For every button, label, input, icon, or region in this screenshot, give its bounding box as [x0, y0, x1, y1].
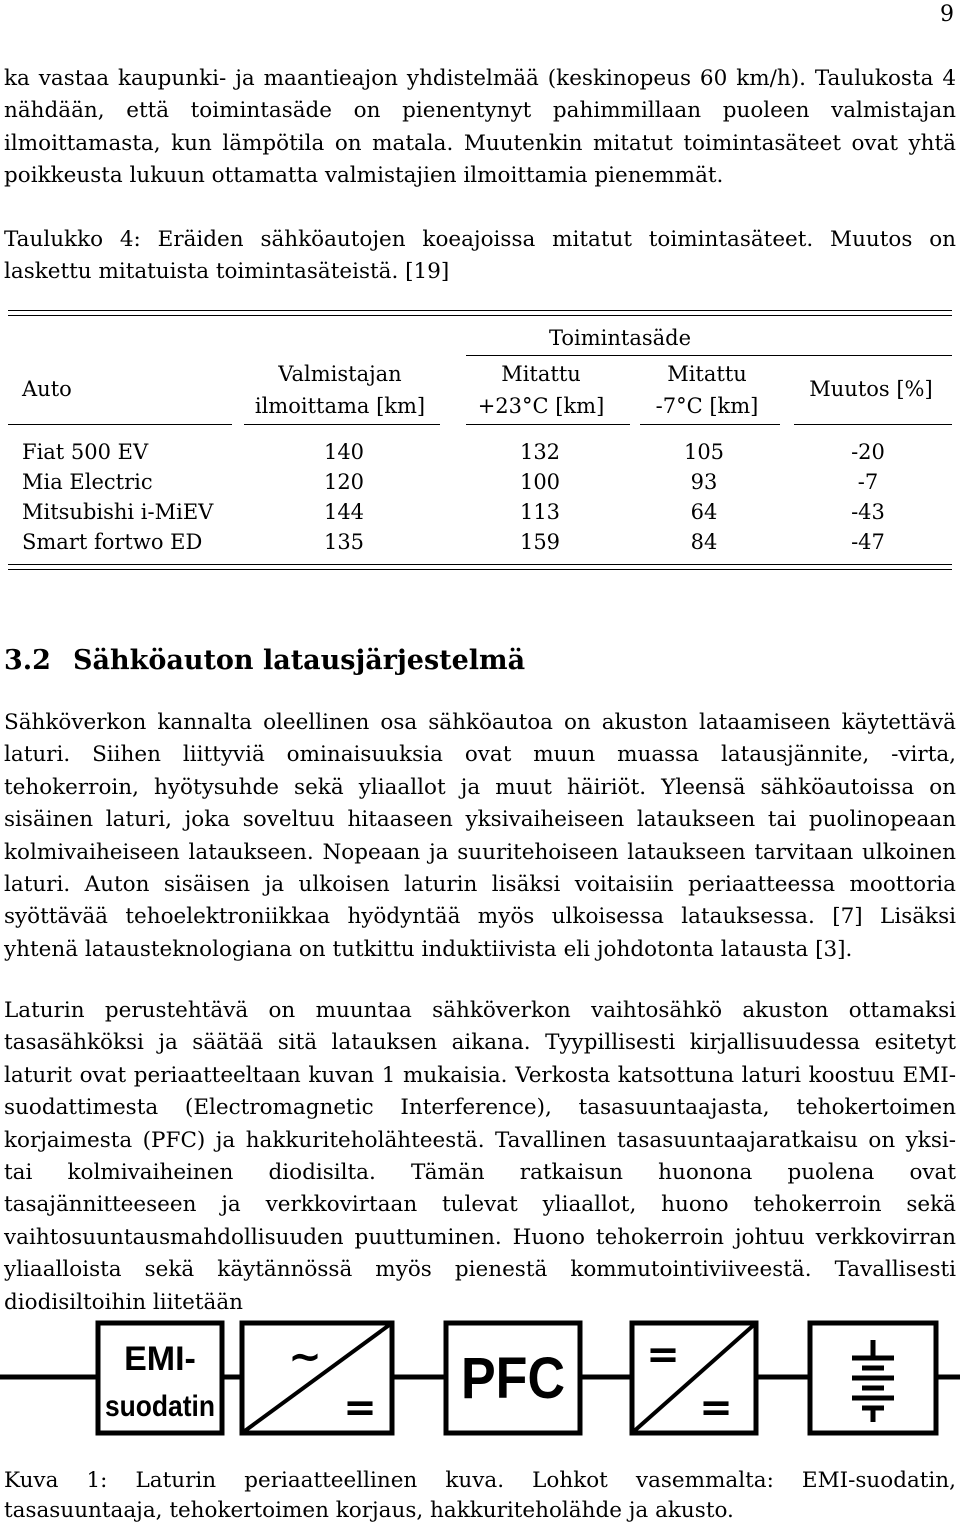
cold-range: 105	[683, 440, 725, 464]
emi-filter-block	[98, 1323, 222, 1433]
car-name: Mia Electric	[22, 470, 153, 494]
header-warm-2: +23°C [km]	[477, 394, 605, 418]
header-manufacturer-1: Valmistajan	[278, 362, 402, 386]
page-number: 9	[940, 2, 954, 27]
header-change: Muutos [%]	[809, 377, 933, 401]
manufacturer-range: 120	[323, 470, 365, 494]
pfc-label: PFC	[461, 1346, 565, 1411]
table-top-rule	[8, 310, 952, 311]
warm-range: 100	[519, 470, 561, 494]
dcdc-out-symbol: =	[699, 1385, 733, 1431]
section-heading	[4, 643, 525, 679]
cold-range: 84	[690, 530, 718, 554]
intro-paragraph: ka vastaa kaupunki- ja maantieajon yhdistelmää (keskinopeus 60 km/h). Taulukosta 4 nähdään, että toimintasäde on pienentynyt pahimmillaan puoleen valmistajan ilmoittamasta, kun lämpötila on matala. Muutenkin mitatut toimintasäteet ovat yhtä poikkeusta lukuun ottamatta valmistajien ilmoittamia pienemmät.	[4, 66, 956, 189]
warm-range: 113	[519, 500, 561, 524]
header-rule-auto	[8, 424, 232, 425]
pfc-block	[446, 1323, 580, 1433]
header-warm-1: Mitattu	[501, 362, 581, 386]
body-paragraph-1: Sähköverkon kannalta oleellinen osa sähköautoa on akuston lataamiseen käytettävä laturi. Siihen liittyviä ominaisuuksia ovat muun muassa latausjännite, -virta, tehokerroin, hyötysuhde sekä yliaallot ja muut häiriöt. Yleensä sähköautoissa on sisäinen laturi, joka soveltuu hitaaseen yksivaiheiseen lataukseen tai puolinopeaan kolmivaiheiseen lataukseen. Nopeaan ja suuritehoiseen lataukseen tarvitaan ulkoinen laturi. Auton sisäisen ja ulkoisen laturin lisäksi voitaisiin periaatteessa moottoria syöttävää tehoelektroniikkaa hyödyntää myös ulkoisessa latauksessa. [7] Lisäksi yhtenä latausteknologiana on tutkittu induktiivista eli johdotonta latausta [3].	[4, 710, 956, 962]
ac-symbol: ~	[288, 1334, 322, 1380]
emi-label-2: suodatin	[105, 1390, 215, 1423]
change-percent: -20	[851, 440, 885, 464]
warm-range: 159	[519, 530, 561, 554]
cold-range: 93	[690, 470, 718, 494]
cold-range: 64	[690, 500, 718, 524]
figure-caption: Kuva 1: Laturin periaatteellinen kuva. Lohkot vasemmalta: EMI-suodatin, tasasuuntaaja, tehokertoimen korjaus, hakkuriteholähde ja akusto.	[4, 1468, 956, 1523]
manufacturer-range: 144	[323, 500, 365, 524]
header-rule-cold	[640, 424, 780, 425]
section-number: 3.2	[4, 645, 51, 676]
body-paragraph-2: Laturin perustehtävä on muuntaa sähköverkon vaihtosähkö akuston ottamaksi tasasähköksi ja säätää sitä latauksen aikana. Tyypillisesti kirjallisuudessa esitetyt laturit ovat periaatteeltaan kuvan 1 mukaisia. Verkosta katsottuna laturi koostuu EMI-suodattimesta (Electromagnetic Interference), tasasuuntaajasta, tehokertoimen korjaimesta (PFC) ja hakkuriteholähteestä. Tavallinen tasasuuntaajaratkaisu on yksi- tai kolmivaiheinen diodisilta. Tämän ratkaisun huonona puolena ovat tasajännitteeseen ja verkkovirtaan tulevat yliaallot, huono tehokerroin sekä vaihtosuuntausmahdollisuuden puuttuminen. Huono tehokerroin johtuu verkkovirran yliaalloista sekä käytännössä myös pienestä kommutointiviiveestä. Tavallisesti diodisiltoihin liitetään	[4, 998, 956, 1315]
section-title: Sähköauton latausjärjestelmä	[72, 645, 526, 676]
group-rule	[466, 355, 952, 356]
table-top-rule-2	[8, 315, 952, 316]
car-name: Mitsubishi i-MiEV	[22, 500, 214, 524]
table-bottom-rule	[8, 564, 952, 565]
warm-range: 132	[519, 440, 561, 464]
header-rule-warm	[466, 424, 630, 425]
header-auto: Auto	[22, 377, 72, 401]
table-bottom-rule-2	[8, 569, 952, 570]
header-rule-manufacturer	[244, 424, 440, 425]
header-cold-1: Mitattu	[667, 362, 747, 386]
charger-block-diagram	[0, 1318, 960, 1438]
header-rule-change	[794, 424, 952, 425]
table-caption: Taulukko 4: Eräiden sähköautojen koeajoissa mitatut toimintasäteet. Muutos on laskettu mitatuista toimintasäteistä. [19]	[4, 227, 956, 284]
battery-block	[810, 1323, 936, 1433]
dc-symbol: =	[343, 1385, 377, 1431]
change-percent: -43	[851, 500, 885, 524]
car-name: Smart fortwo ED	[22, 530, 203, 554]
group-header: Toimintasäde	[548, 326, 692, 350]
emi-label-1: EMI-	[124, 1340, 196, 1378]
change-percent: -7	[857, 470, 879, 494]
header-cold-2: -7°C [km]	[655, 394, 759, 418]
car-name: Fiat 500 EV	[22, 440, 149, 464]
change-percent: -47	[851, 530, 885, 554]
dcdc-converter-block	[632, 1323, 756, 1433]
manufacturer-range: 135	[323, 530, 365, 554]
dcdc-in-symbol: =	[646, 1332, 680, 1378]
manufacturer-range: 140	[323, 440, 365, 464]
rectifier-block	[242, 1323, 392, 1433]
header-manufacturer-2: ilmoittama [km]	[254, 394, 426, 418]
